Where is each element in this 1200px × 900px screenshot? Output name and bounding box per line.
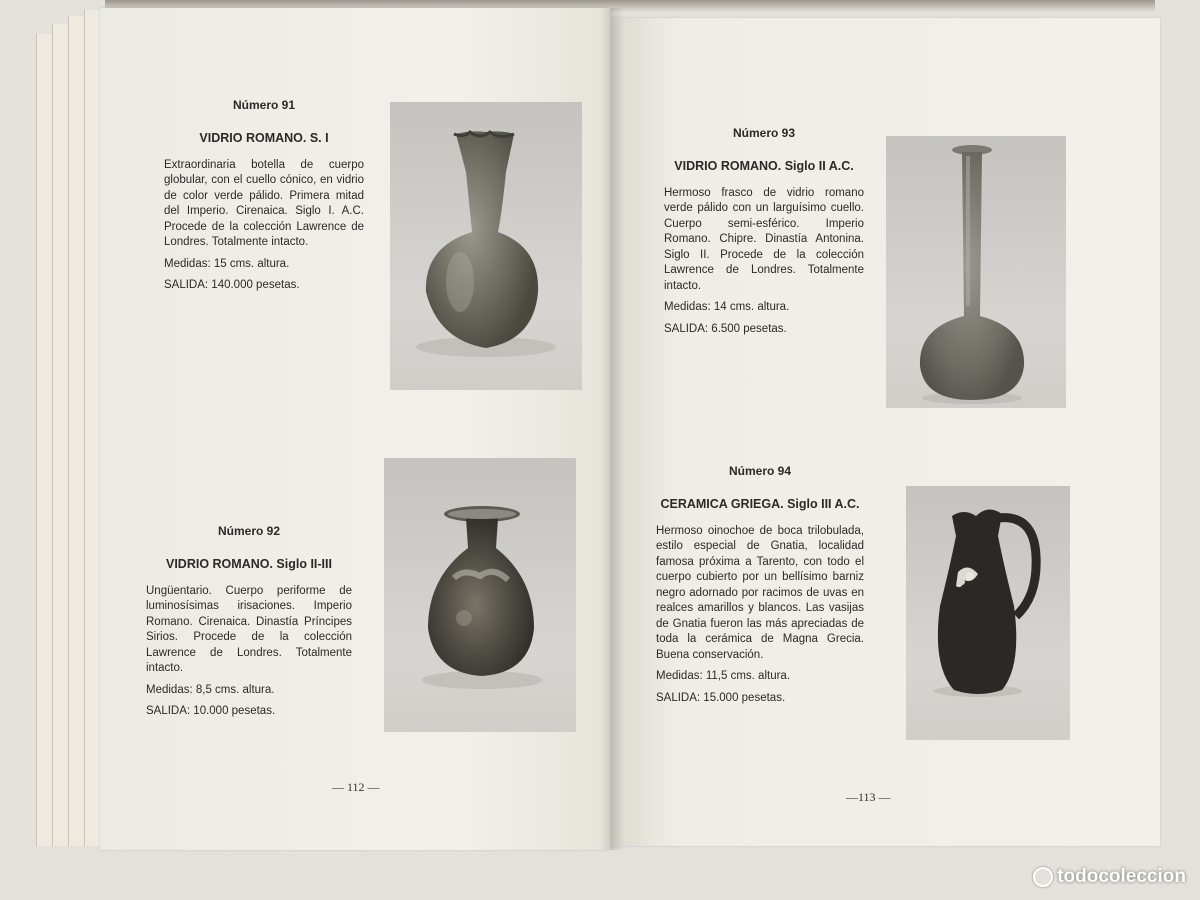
- site-watermark: [1033, 866, 1186, 888]
- lot-price: SALIDA: 15.000 pesetas.: [656, 691, 786, 704]
- lot-number: Número 93: [732, 126, 796, 140]
- watermark-logo-icon: [1033, 867, 1053, 887]
- lot-number: Número 94: [728, 464, 792, 478]
- long-neck-flask-icon: [886, 136, 1066, 408]
- lot-measures: Medidas: 11,5 cms. altura.: [656, 670, 791, 682]
- pear-shaped-unguentarium-photo: [384, 458, 576, 732]
- lot-description: Hermoso oinochoe de boca trilobulada, estilo especial de Gnatia, localidad famosa próxima a Tarento, con todo el cuerpo cubierto por un bellísimo barniz negro adornado por racimos de uvas en realces amarillos y blancos. Las vasijas de Gnatia fueron las más apreciadas de toda la cerámica de Magna Grecia. Buena conservación.: [656, 524, 864, 661]
- watermark-text: todocoleccion: [1057, 866, 1186, 887]
- lot-number: Número 91: [232, 98, 296, 112]
- trilobed-oinochoe-icon: [906, 486, 1070, 740]
- lot-measures: Medidas: 8,5 cms. altura.: [146, 683, 275, 696]
- long-neck-flask-photo: [886, 136, 1066, 408]
- lot-description: Extraordinaria botella de cuerpo globular, con el cuello cónico, en vidrio de color verde pálido. Primera mitad del Imperio. Cirenaica. Siglo I. A.C. Procede de la colección Lawrence de Londres. Totalmente intacto.: [164, 158, 364, 248]
- lot-title: VIDRIO ROMANO. S. I: [199, 130, 329, 145]
- lot-92: [146, 524, 352, 720]
- page-number-left: — 112 —: [332, 780, 380, 794]
- lot-price: SALIDA: 140.000 pesetas.: [164, 279, 300, 291]
- globular-glass-bottle-icon: [390, 102, 582, 390]
- globular-glass-bottle-photo: [390, 102, 582, 390]
- pear-shaped-unguentarium-icon: [384, 458, 576, 732]
- lot-description: Hermoso frasco de vidrio romano verde pálido con un larguísimo cuello. Cuerpo semi-esférico. Imperio Romano. Chipre. Dinastía Antonina. Siglo II. Procede de la colección Lawrence de Londres. Totalmente intacto.: [664, 186, 864, 292]
- lot-price: SALIDA: 6.500 pesetas.: [664, 322, 787, 335]
- lot-measures: Medidas: 14 cms. altura.: [664, 301, 790, 313]
- page-number-right: —113 —: [846, 790, 891, 804]
- lot-title: VIDRIO ROMANO. Siglo II A.C.: [674, 158, 854, 173]
- lot-93: [664, 126, 864, 337]
- lot-description: Ungüentario. Cuerpo periforme de luminosísimas irisaciones. Imperio Romano. Cirenaica. Dinastía Príncipes Sirios. Procede de la colección Lawrence de Londres. Totalmente intacto.: [146, 584, 352, 674]
- lot-title: VIDRIO ROMANO. Siglo II-III: [166, 556, 332, 571]
- lot-number: Número 92: [217, 524, 281, 538]
- lot-91: [164, 98, 364, 294]
- book-gutter: [600, 8, 624, 850]
- lot-title: CERAMICA GRIEGA. Siglo III A.C.: [660, 496, 860, 511]
- trilobed-oinochoe-photo: [906, 486, 1070, 740]
- lot-94: [656, 464, 864, 706]
- lot-price: SALIDA: 10.000 pesetas.: [146, 705, 276, 717]
- lot-measures: Medidas: 15 cms. altura.: [164, 257, 290, 270]
